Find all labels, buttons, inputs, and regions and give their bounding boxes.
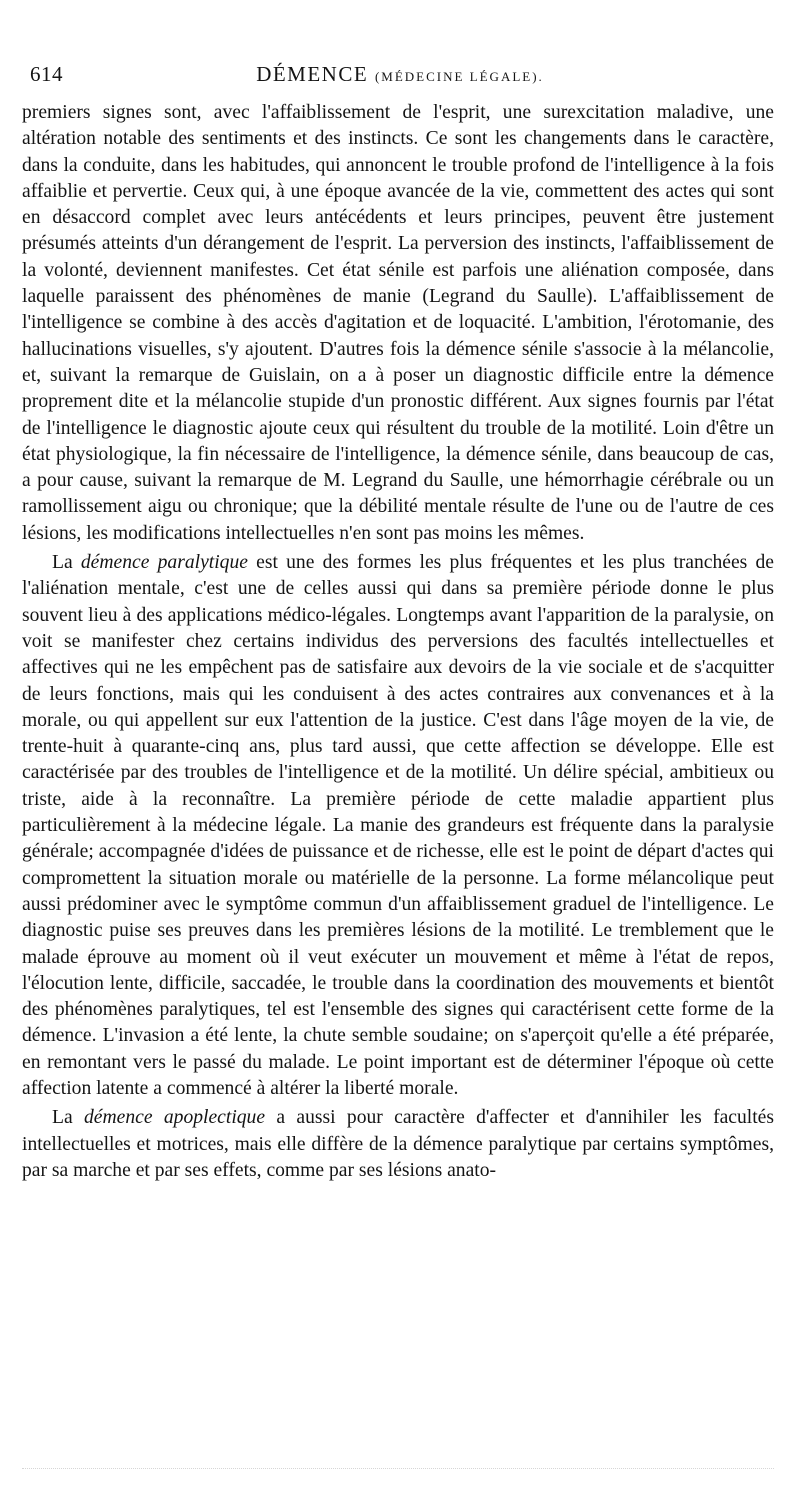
paragraph-demence-paralytique: [22, 550, 774, 1102]
paragraph-demence-apoplectique: [22, 1105, 774, 1184]
body-text: [22, 100, 774, 1184]
term-demence-paralytique: démence paralytique: [80, 552, 248, 574]
paragraph-continuation: premiers signes sont, avec l'affaiblissement de l'esprit, une surexcitation maladive, une altération notable des sentiments et des instincts. Ce sont les changements dans le caractère, dans la conduite, dans les habitudes, qui annoncent le trouble profond de l'intelligence à la fois affaiblie et pervertie. Ceux qui, à une époque avancée de la vie, commettent des actes qui sont en désaccord complet avec leurs antécédents et leurs principes, peuvent être justement présumés atteints d'un dérangement de l'esprit. La perversion des instincts, l'affaiblissement de la volonté, deviennent manifestes. Cet état sénile est parfois une aliénation composée, dans laquelle paraissent des phénomènes de manie (Legrand du Saulle). L'affaiblissement de l'intelligence se combine à des accès d'agitation et de loquacité. L'ambition, l'érotomanie, des hallucinations visuelles, s'y ajoutent. D'autres fois la démence sénile s'associe à la mélancolie, et, suivant la remarque de Guislain, on a à poser un diagnostic difficile entre la démence proprement dite et la mélancolie stupide d'un pronostic différent. Aux signes fournis par l'état de l'intelligence le diagnostic ajoute ceux qui résultent du trouble de la motilité. Loin d'être un état physiologique, la fin nécessaire de l'intelligence, la démence sénile, dans beaucoup de cas, a pour cause, suivant la remarque de M. Legrand du Saulle, une hémorrhagie cérébrale ou un ramollissement aigu ou chronique; que la débilité mentale résulte de l'une ou de l'autre de ces lésions, les modifications intellectuelles n'en sont pas moins les mêmes.: [22, 102, 774, 544]
page-number: 614: [30, 62, 63, 86]
running-title-subtitle: (MÉDECINE LÉGALE).: [374, 69, 544, 84]
paragraph-body: a aussi pour caractère d'affecter et d'annihiler les facultés intellectuelles et motrices, mais elle diffère de la démence paralytique par certains symptômes, par sa marche et par ses effets, comme par ses lésions anato-: [22, 1107, 774, 1181]
paragraph-body: est une des formes les plus fréquentes et les plus tranchées de l'aliénation mentale, c'est une de celles aussi qui dans sa première période donne le plus souvent lieu à des applications médico-légales. Longtemps avant l'apparition de la paralysie, on voit se manifester chez certains individus des perversions des facultés intellectuelles et affectives qui ne les empêchent pas de satisfaire aux devoirs de la vie sociale et de s'acquitter de leurs fonctions, mais qui les conduisent à des actes contraires aux convenances et à la morale, ou qui appellent sur eux l'attention de la justice. C'est dans l'âge moyen de la vie, de trente-huit à quarante-cinq ans, plus tard aussi, que cette affection se développe. Elle est caractérisée par des troubles de l'intelligence et de la motilité. Un délire spécial, ambitieux ou triste, aide à la reconnaître. La première période de cette maladie appartient plus particulièrement à la médecine légale. La manie des grandeurs est fréquente dans la paralysie générale; accompagnée d'idées de puissance et de richesse, elle est le point de départ d'actes qui compromettent la situation morale ou matérielle de la personne. La forme mélancolique peut aussi prédominer avec le symptôme commun d'un affaiblissement graduel de l'intelligence. Le diagnostic puise ses preuves dans les premières lésions de la motilité. Le tremblement que le malade éprouve au moment où il veut exécuter un mouvement et même à l'état de repos, l'élocution lente, difficile, saccadée, le trouble dans la coordination des mouvements et bientôt des phénomènes paralytiques, tel est l'ensemble des signes qui caractérisent cette forme de la démence. L'invasion a été lente, la chute semble soudaine; on s'aperçoit qu'elle a été préparée, en remontant vers le passé du malade. Le point important est de déterminer l'époque où cette affection latente a commencé à altérer la liberté morale.: [22, 552, 774, 1099]
term-demence-apoplectique: démence apoplectique: [84, 1107, 266, 1129]
running-title-main: DÉMENCE: [256, 62, 369, 86]
running-header: [30, 62, 770, 92]
scan-specks: [22, 1468, 774, 1471]
paragraph-lead: La: [52, 552, 81, 574]
paragraph-lead: La: [52, 1107, 84, 1129]
running-title: [30, 62, 770, 87]
